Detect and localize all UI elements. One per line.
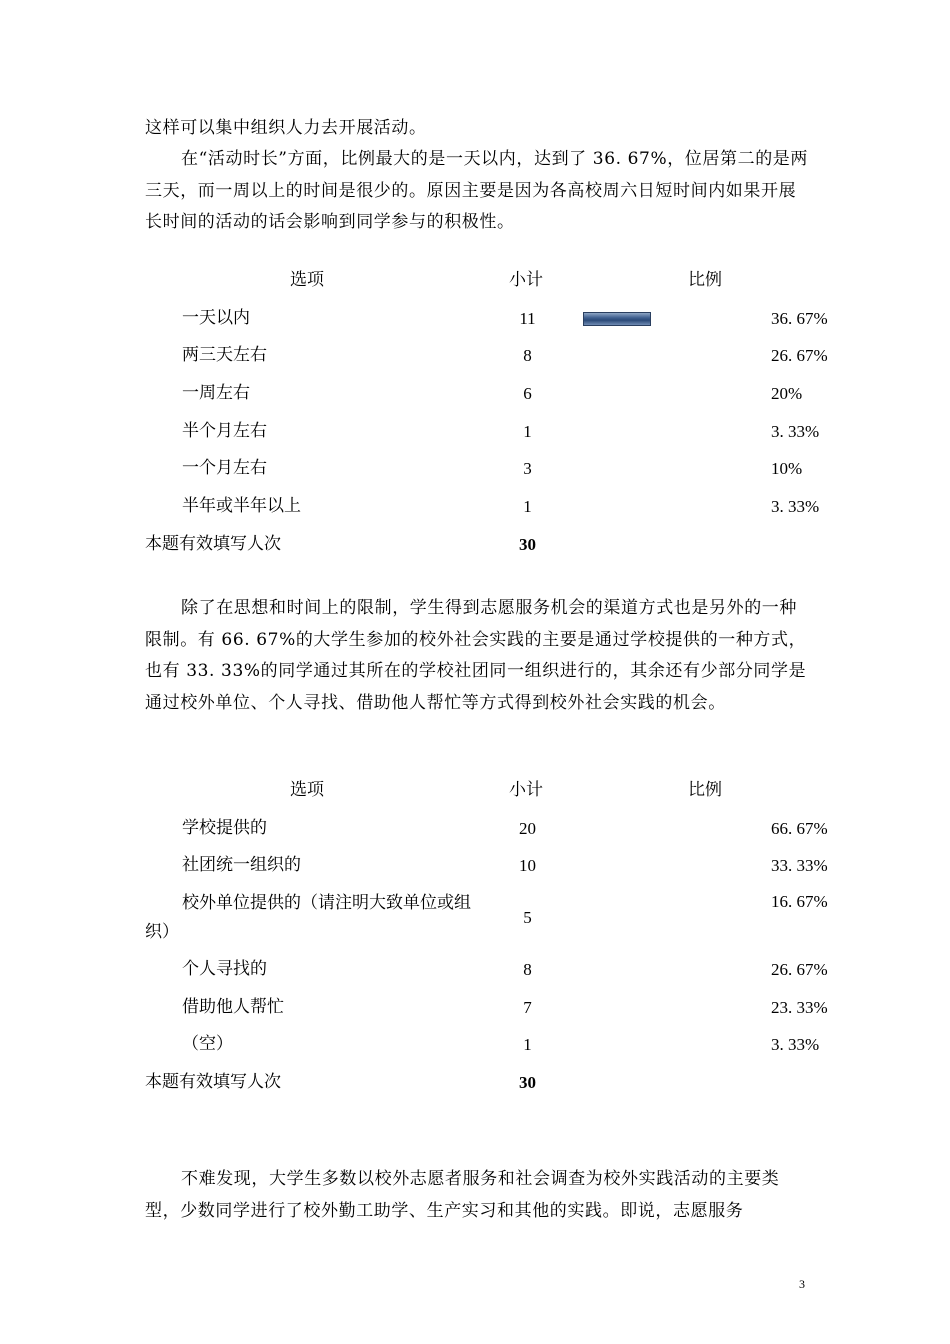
row-count: 1 [523, 497, 532, 517]
table-row [145, 488, 845, 526]
row-ratio: 16. 67% [771, 892, 828, 912]
total-count: 30 [519, 534, 536, 554]
row-ratio: 10% [771, 459, 803, 479]
total-count: 30 [519, 1073, 536, 1093]
page-number: 3 [799, 1277, 805, 1291]
header-ratio: 比例 [688, 270, 722, 290]
header-option: 选项 [290, 270, 324, 290]
total-label: 本题有效填写人次 [145, 533, 281, 554]
table-row [145, 300, 845, 338]
ratio-bar-fill [583, 312, 651, 326]
row-option: 一周左右 [182, 383, 250, 404]
row-ratio: 20% [771, 384, 803, 404]
table-row [145, 989, 845, 1027]
row-option: 借助他人帮忙 [182, 996, 284, 1017]
row-option: （空） [182, 1034, 233, 1055]
paragraph-channels: 除了在思想和时间上的限制，学生得到志愿服务机会的渠道方式也是另外的一种限制。有 66. 67%的大学生参加的校外社会实践的主要是通过学校提供的一种方式，也有 33. 33%的同学通过其所在的学校社团同一组织进行的，其余还有少部分同学是通过校外单位、个人寻找、借助他人帮忙等方式得到校外社会实践的机会。 [145, 598, 807, 713]
table-total-row [145, 526, 845, 564]
paragraph-continuation: 这样可以集中组织人力去开展活动。 [145, 118, 427, 138]
row-count: 1 [523, 1035, 532, 1055]
row-option: 个人寻找的 [182, 959, 267, 980]
row-option: 一天以内 [182, 307, 250, 328]
row-count: 3 [523, 459, 532, 479]
row-count: 11 [519, 308, 536, 328]
row-ratio: 36. 67% [771, 308, 828, 328]
table-row [145, 951, 845, 989]
table-row [145, 413, 845, 451]
table-row [145, 810, 845, 848]
row-ratio: 33. 33% [771, 856, 828, 876]
paragraph-findings: 不难发现，大学生多数以校外志愿者服务和社会调查为校外实践活动的主要类型，少数同学进行了校外勤工助学、生产实习和其他的实践。即说，志愿服务 [145, 1169, 780, 1221]
header-ratio: 比例 [688, 780, 722, 800]
row-count: 20 [519, 818, 536, 838]
duration-table [145, 262, 845, 564]
table-header-row [145, 262, 845, 300]
row-option: 两三天左右 [182, 345, 267, 366]
row-ratio: 3. 33% [771, 421, 820, 441]
row-option: 一个月左右 [182, 458, 267, 479]
table-row [145, 1026, 845, 1064]
table-row [145, 885, 845, 951]
row-count: 6 [523, 384, 532, 404]
row-count: 8 [523, 960, 532, 980]
row-ratio: 26. 67% [771, 960, 828, 980]
row-option: 半年或半年以上 [182, 496, 301, 517]
row-ratio: 66. 67% [771, 818, 828, 838]
row-ratio: 3. 33% [771, 497, 820, 517]
total-label: 本题有效填写人次 [145, 1072, 281, 1093]
row-option: 半个月左右 [182, 420, 267, 441]
row-count: 8 [523, 346, 532, 366]
row-option: 校外单位提供的（请注明大致单位或组织） [145, 893, 471, 943]
row-option: 学校提供的 [182, 817, 267, 838]
header-count: 小计 [509, 270, 543, 290]
row-option: 社团统一组织的 [182, 855, 301, 876]
table-total-row [145, 1064, 845, 1102]
paragraph-activity-duration: 在“活动时长”方面，比例最大的是一天以内，达到了 36. 67%，位居第二的是两三天，而一周以上的时间是很少的。原因主要是因为各高校周六日短时间内如果开展长时间的活动的话会影响到同学参与的积极性。 [145, 149, 809, 232]
row-count: 1 [523, 421, 532, 441]
row-ratio: 3. 33% [771, 1035, 820, 1055]
row-count: 5 [523, 908, 532, 928]
table-row [145, 450, 845, 488]
table-header-row [145, 772, 845, 810]
row-ratio: 26. 67% [771, 346, 828, 366]
table-row [145, 847, 845, 885]
header-count: 小计 [509, 780, 543, 800]
header-option: 选项 [290, 780, 324, 800]
table-row [145, 375, 845, 413]
row-count: 7 [523, 997, 532, 1017]
ratio-bar [583, 312, 733, 326]
table-row [145, 337, 845, 375]
channel-table [145, 772, 845, 1102]
row-ratio: 23. 33% [771, 997, 828, 1017]
row-count: 10 [519, 856, 536, 876]
